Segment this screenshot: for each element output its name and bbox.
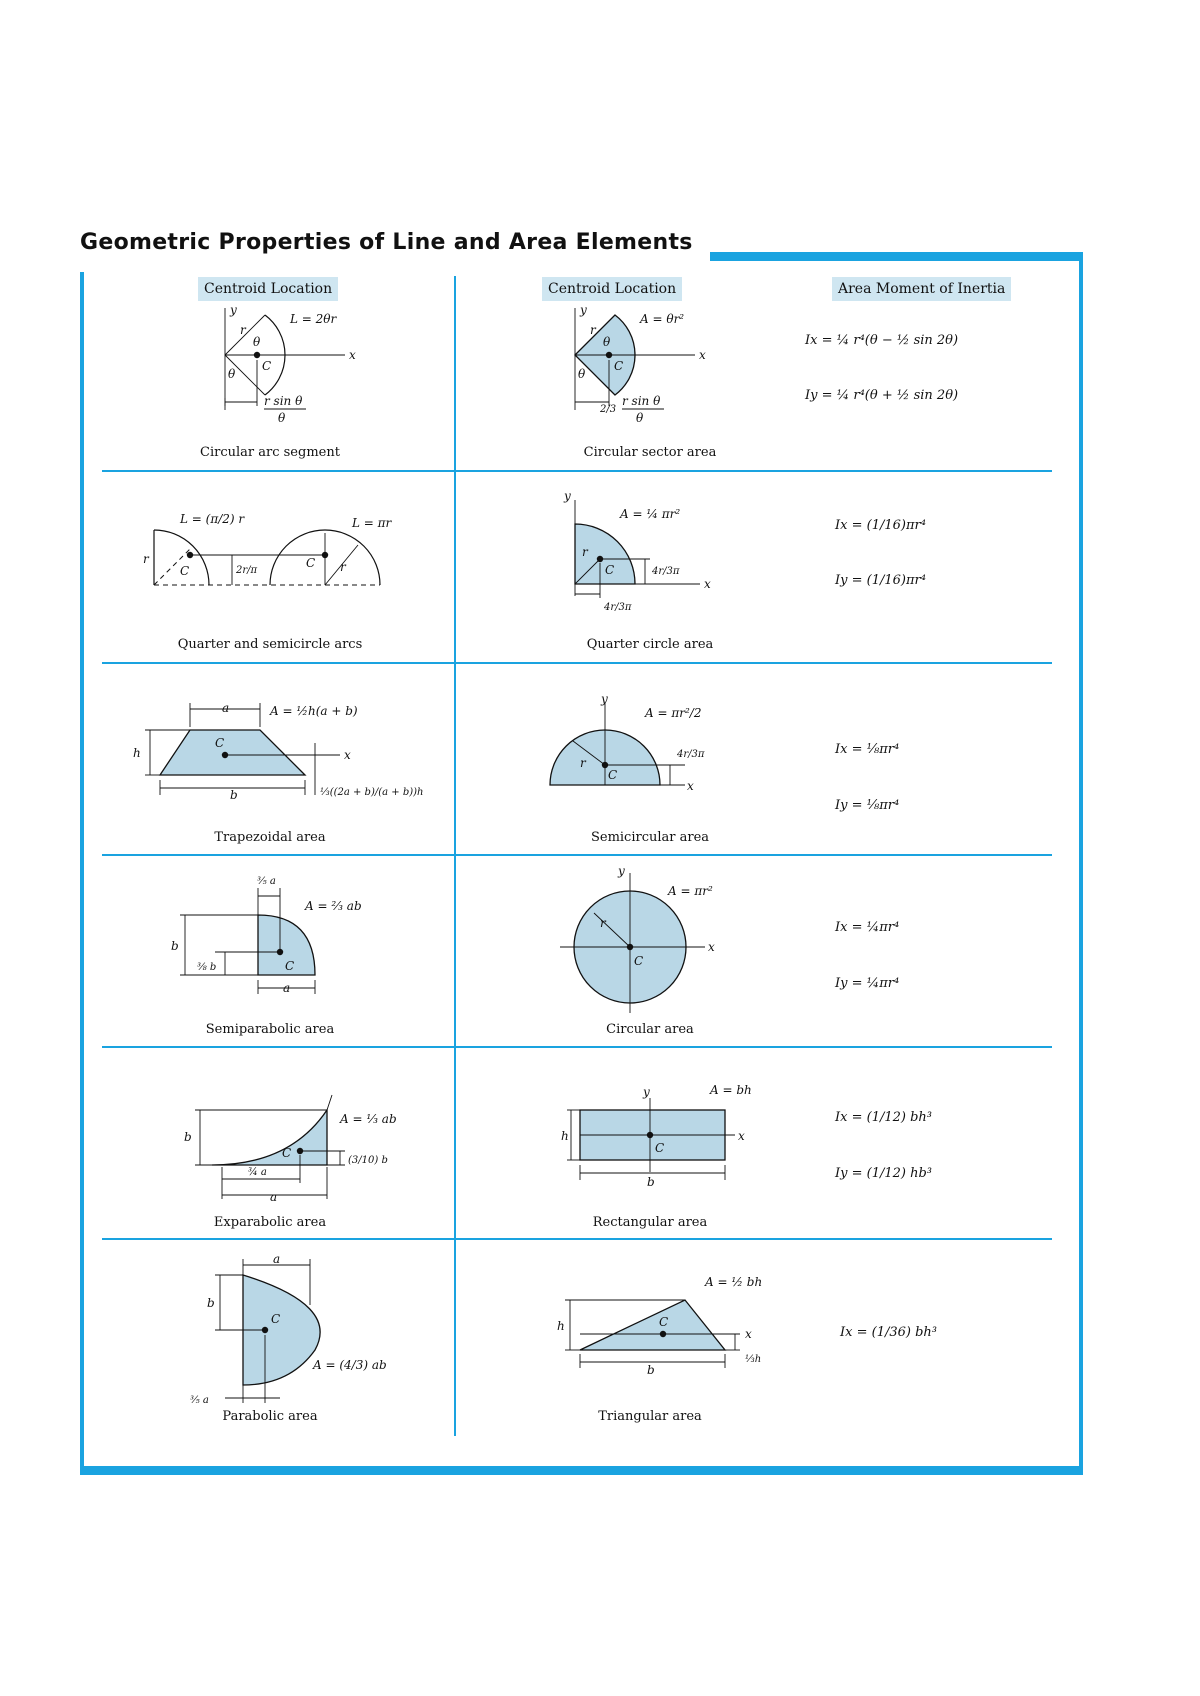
height-label: b [184,1130,192,1144]
centroid-distance-label: 4r/3π [652,566,680,577]
centroid-distance-label: 2r/π [236,565,258,576]
caption-circular-sector-area: Circular sector area [583,445,717,460]
centroid-label: C [285,959,295,973]
column-divider [454,276,456,1436]
area-label: A = πr²/2 [645,706,702,720]
area-label: A = πr² [668,884,713,898]
title-accent-bar [710,252,1082,261]
header-centroid-location-2: Centroid Location [542,277,682,301]
semicircular-area-figure [545,692,745,805]
row-divider [102,1046,1052,1048]
theta-label: θ [228,367,236,381]
centroid-label: C [262,359,272,373]
height-label: h [557,1319,565,1333]
semiparabolic-area-figure [165,870,385,995]
inertia-formula-ix: Ix = (1/12) bh³ [835,1110,932,1125]
caption-semicircular-area: Semicircular area [590,830,710,845]
frame-left-border [80,272,84,1474]
area-label: A = (4/3) ab [313,1358,387,1372]
centroid-distance-denominator: θ [636,411,644,425]
quarter-circle-area-figure [560,488,760,618]
centroid-label: C [180,564,190,578]
theta-label: θ [603,335,611,349]
x-axis-label: x [699,348,706,362]
area-label: A = θr² [640,312,685,326]
caption-trapezoidal-area: Trapezoidal area [214,830,326,845]
caption-circular-area: Circular area [606,1022,694,1037]
parabolic-area-figure [185,1252,387,1406]
frame-bottom-border [80,1466,1083,1475]
centroid-x-label: ⅗ a [190,1395,209,1406]
rectangular-area-figure [555,1080,775,1190]
header-area-moment-of-inertia: Area Moment of Inertia [832,277,1011,301]
exparabolic-area-figure [180,1075,400,1205]
x-axis-label: x [738,1129,745,1143]
x-axis-label: x [708,940,715,954]
caption-rectangular-area: Rectangular area [592,1215,708,1230]
bottom-width-label: b [230,788,238,802]
row-divider [102,470,1052,472]
radius-label: r [582,545,588,559]
centroid-label: C [659,1315,669,1329]
centroid-x-label: ¾ a [248,1167,267,1178]
width-label: a [273,1252,281,1266]
caption-quarter-semicircle-arcs: Quarter and semicircle arcs [177,637,363,652]
inertia-formula-ix: Ix = ¼ r⁴(θ − ½ sin 2θ) [805,333,959,348]
centroid-x-label: ⅗ a [257,876,276,887]
inertia-formula-ix: Ix = (1/36) bh³ [840,1325,937,1340]
frame-right-border [1079,252,1083,1474]
width-label: a [270,1190,278,1204]
theta-label: θ [253,335,261,349]
trapezoidal-area-figure [130,695,424,815]
x-axis-label: x [704,577,711,591]
height-label: b [171,939,179,953]
circular-sector-area-figure [540,298,740,428]
radius-label: r [340,560,346,574]
centroid-label: C [614,359,624,373]
coefficient-label: 2/3 [600,404,617,415]
quarter-semicircle-arcs-figure [140,505,400,605]
x-axis-label: x [349,348,356,362]
y-axis-label: y [580,303,587,317]
centroid-distance-numerator: r sin θ [264,394,303,408]
height-label: h [133,746,141,760]
centroid-label: C [282,1146,292,1160]
area-label: A = bh [710,1083,752,1097]
caption-quarter-circle-area: Quarter circle area [586,637,714,652]
page-title: Geometric Properties of Line and Area Elements [80,230,693,255]
x-axis-label: x [687,779,694,793]
centroid-distance-label: ⅓((2a + b)/(a + b))h [320,787,424,798]
radius-label: r [600,916,606,930]
width-label: a [283,981,291,995]
area-label: A = ½ bh [705,1275,763,1289]
width-label: b [647,1363,655,1377]
radius-label: r [590,323,596,337]
inertia-formula-iy: Iy = ¼ r⁴(θ + ½ sin 2θ) [805,388,959,403]
caption-parabolic-area: Parabolic area [222,1409,318,1424]
caption-semiparabolic-area: Semiparabolic area [205,1022,335,1037]
triangular-area-figure [555,1270,785,1380]
width-label: b [647,1175,655,1189]
inertia-formula-ix: Ix = ⅛πr⁴ [835,742,900,757]
caption-triangular-area: Triangular area [598,1409,702,1424]
centroid-distance-numerator: r sin θ [622,394,661,408]
y-axis-label: y [230,303,237,317]
inertia-formula-iy: Iy = (1/12) hb³ [835,1166,933,1181]
centroid-distance-denominator: θ [278,411,286,425]
inertia-formula-ix: Ix = (1/16)πr⁴ [835,518,926,533]
y-axis-label: y [601,692,608,706]
centroid-label: C [215,736,225,750]
circular-area-figure [560,865,740,1015]
semicircle-arc-length-label: L = πr [352,516,392,530]
caption-circular-arc-segment: Circular arc segment [200,445,340,460]
radius-label: r [580,756,586,770]
row-divider [102,1238,1052,1240]
centroid-label: C [634,954,644,968]
centroid-label: C [608,768,618,782]
centroid-y-label: ⅜ b [197,962,217,973]
inertia-formula-iy: Iy = ⅛πr⁴ [835,798,900,813]
y-axis-label: y [564,489,571,503]
x-axis-label: x [745,1327,752,1341]
centroid-label: C [605,563,615,577]
centroid-y-label: (3/10) b [348,1155,388,1166]
radius-label: r [143,552,149,566]
centroid-label: C [271,1312,281,1326]
inertia-formula-iy: Iy = (1/16)πr⁴ [835,573,926,588]
height-label: b [207,1296,215,1310]
inertia-formula-iy: Iy = ¼πr⁴ [835,976,900,991]
row-divider [102,854,1052,856]
circular-arc-segment-figure [190,298,390,428]
centroid-label: C [655,1141,665,1155]
row-divider [102,662,1052,664]
quarter-arc-length-label: L = (π/2) r [180,512,245,526]
area-label: A = ⅓ ab [340,1112,397,1126]
theta-label: θ [578,367,586,381]
header-centroid-location-1: Centroid Location [198,277,338,301]
area-label: A = ½h(a + b) [270,704,358,718]
inertia-formula-ix: Ix = ¼πr⁴ [835,920,900,935]
area-label: A = ⅔ ab [305,899,362,913]
centroid-distance-label: 4r/3π [604,602,632,613]
y-axis-label: y [643,1085,650,1099]
centroid-label: C [306,556,316,570]
area-label: A = ¼ πr² [620,507,681,521]
centroid-distance-label: ⅓h [745,1354,762,1365]
top-width-label: a [222,701,230,715]
height-label: h [561,1129,569,1143]
centroid-distance-label: 4r/3π [677,749,705,760]
caption-exparabolic-area: Exparabolic area [213,1215,327,1230]
x-axis-label: x [344,748,351,762]
length-label: L = 2θr [290,312,337,326]
y-axis-label: y [618,864,625,878]
radius-label: r [240,323,246,337]
